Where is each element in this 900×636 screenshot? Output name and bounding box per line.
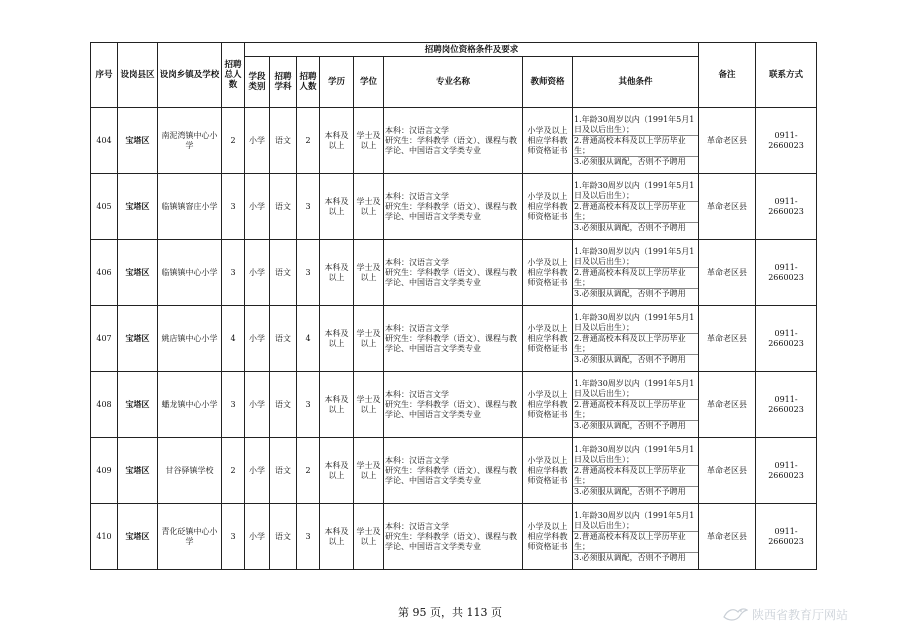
cell-degree: 学士及以上 (354, 240, 384, 306)
cell-contact: 0911-2660023 (756, 504, 817, 570)
cell-note: 革命老区县 (699, 438, 756, 504)
header-count: 招聘人数 (297, 57, 320, 108)
cell-seq: 406 (91, 240, 118, 306)
major-line: 本科：汉语言文学 (385, 521, 449, 531)
cell-total: 4 (222, 306, 245, 372)
cell-school: 南泥湾镇中心小学 (158, 108, 222, 174)
condition-line: 3.必须服从调配，否则不予聘用 (574, 156, 686, 166)
condition-line: 3.必须服从调配，否则不予聘用 (574, 354, 686, 364)
cell-county: 宝塔区 (118, 240, 158, 306)
header-total: 招聘总人数 (222, 43, 245, 108)
major-line: 本科：汉语言文学 (385, 455, 449, 465)
header-note: 备注 (699, 43, 756, 108)
header-group-title: 招聘岗位资格条件及要求 (245, 43, 699, 57)
cell-seq: 409 (91, 438, 118, 504)
cell-contact: 0911-2660023 (756, 306, 817, 372)
cell-edu: 本科及以上 (320, 372, 354, 438)
cell-cert: 小学及以上相应学科教师资格证书 (523, 438, 573, 504)
cell-major (384, 438, 523, 504)
cell-total: 2 (222, 108, 245, 174)
header-major: 专业名称 (384, 57, 523, 108)
cell-major (384, 174, 523, 240)
header-school: 设岗乡镇及学校 (158, 43, 222, 108)
cell-subject: 语文 (270, 240, 297, 306)
condition-line: 2.普通高校本科及以上学历毕业生； (573, 136, 698, 157)
major-line: 本科：汉语言文学 (385, 125, 449, 135)
condition-line: 2.普通高校本科及以上学历毕业生； (573, 466, 698, 487)
major-line: 研究生：学科教学（语文）、课程与教学论、中国语言文学类专业 (385, 465, 517, 485)
condition-line: 3.必须服从调配，否则不予聘用 (574, 552, 686, 562)
header-contact: 联系方式 (756, 43, 817, 108)
cell-count: 2 (297, 438, 320, 504)
cell-county: 宝塔区 (118, 306, 158, 372)
page-footer: 第 95 页，共 113 页 (398, 606, 502, 619)
major-line: 本科：汉语言文学 (385, 323, 449, 333)
condition-line: 3.必须服从调配，否则不予聘用 (574, 420, 686, 430)
cell-school: 蟠龙镇中心小学 (158, 372, 222, 438)
cell-major (384, 240, 523, 306)
cell-count: 2 (297, 108, 320, 174)
cell-county: 宝塔区 (118, 372, 158, 438)
cell-other-conditions (573, 372, 699, 438)
cell-major (384, 504, 523, 570)
cell-seq: 405 (91, 174, 118, 240)
cell-count: 3 (297, 504, 320, 570)
cell-degree: 学士及以上 (354, 306, 384, 372)
major-line: 研究生：学科教学（语文）、课程与教学论、中国语言文学类专业 (385, 201, 517, 221)
condition-line: 1.年龄30周岁以内（1991年5月1日及以后出生）； (573, 445, 698, 466)
table-row (91, 108, 817, 174)
cell-count: 3 (297, 174, 320, 240)
cell-school: 临镇镇中心小学 (158, 240, 222, 306)
cell-stage: 小学 (245, 306, 270, 372)
cell-count: 3 (297, 240, 320, 306)
table-row (91, 240, 817, 306)
cell-note: 革命老区县 (699, 306, 756, 372)
cell-subject: 语文 (270, 504, 297, 570)
cell-major (384, 372, 523, 438)
header-seq: 序号 (91, 43, 118, 108)
major-line: 研究生：学科教学（语文）、课程与教学论、中国语言文学类专业 (385, 135, 517, 155)
header-county: 设岗县区 (118, 43, 158, 108)
cell-contact: 0911-2660023 (756, 240, 817, 306)
cell-contact: 0911-2660023 (756, 174, 817, 240)
table-row (91, 504, 817, 570)
table-body (91, 108, 817, 570)
cell-school: 青化砭镇中心小学 (158, 504, 222, 570)
cell-total: 3 (222, 240, 245, 306)
major-line: 研究生：学科教学（语文）、课程与教学论、中国语言文学类专业 (385, 531, 517, 551)
cell-stage: 小学 (245, 372, 270, 438)
header-other: 其他条件 (573, 57, 699, 108)
cell-count: 3 (297, 372, 320, 438)
table-row (91, 174, 817, 240)
table-row (91, 372, 817, 438)
cell-edu: 本科及以上 (320, 240, 354, 306)
condition-line: 1.年龄30周岁以内（1991年5月1日及以后出生）； (573, 313, 698, 334)
cell-degree: 学士及以上 (354, 438, 384, 504)
cell-school: 临镇镇窨庄小学 (158, 174, 222, 240)
cell-edu: 本科及以上 (320, 438, 354, 504)
condition-line: 1.年龄30周岁以内（1991年5月1日及以后出生）； (573, 115, 698, 136)
cell-cert: 小学及以上相应学科教师资格证书 (523, 306, 573, 372)
cell-major (384, 108, 523, 174)
cell-stage: 小学 (245, 108, 270, 174)
watermark-text: 陕西省教育厅网站 (752, 607, 849, 622)
cell-other-conditions (573, 174, 699, 240)
header-degree: 学位 (354, 57, 384, 108)
condition-line: 3.必须服从调配，否则不予聘用 (574, 222, 686, 232)
major-line: 本科：汉语言文学 (385, 257, 449, 267)
recruitment-table (90, 42, 817, 570)
cell-note: 革命老区县 (699, 504, 756, 570)
condition-line: 2.普通高校本科及以上学历毕业生； (573, 400, 698, 421)
cell-seq: 404 (91, 108, 118, 174)
cell-school: 姚店镇中心小学 (158, 306, 222, 372)
recruitment-table-sheet (90, 42, 816, 570)
cell-other-conditions (573, 504, 699, 570)
cell-degree: 学士及以上 (354, 108, 384, 174)
cell-cert: 小学及以上相应学科教师资格证书 (523, 504, 573, 570)
table-row (91, 306, 817, 372)
cell-subject: 语文 (270, 174, 297, 240)
condition-line: 1.年龄30周岁以内（1991年5月1日及以后出生）； (573, 511, 698, 532)
cell-contact: 0911-2660023 (756, 108, 817, 174)
cell-seq: 410 (91, 504, 118, 570)
cell-county: 宝塔区 (118, 174, 158, 240)
cell-cert: 小学及以上相应学科教师资格证书 (523, 240, 573, 306)
cell-subject: 语文 (270, 108, 297, 174)
cell-seq: 407 (91, 306, 118, 372)
table-header (91, 43, 817, 108)
cell-other-conditions (573, 108, 699, 174)
condition-line: 2.普通高校本科及以上学历毕业生； (573, 202, 698, 223)
header-stage: 学段类别 (245, 57, 270, 108)
header-edu: 学历 (320, 57, 354, 108)
major-line: 本科：汉语言文学 (385, 191, 449, 201)
cell-total: 3 (222, 504, 245, 570)
cell-cert: 小学及以上相应学科教师资格证书 (523, 174, 573, 240)
cell-seq: 408 (91, 372, 118, 438)
condition-line: 2.普通高校本科及以上学历毕业生； (573, 334, 698, 355)
cell-stage: 小学 (245, 174, 270, 240)
cell-stage: 小学 (245, 504, 270, 570)
major-line: 研究生：学科教学（语文）、课程与教学论、中国语言文学类专业 (385, 267, 517, 287)
condition-line: 2.普通高校本科及以上学历毕业生； (573, 268, 698, 289)
cell-county: 宝塔区 (118, 438, 158, 504)
cell-contact: 0911-2660023 (756, 372, 817, 438)
cell-subject: 语文 (270, 306, 297, 372)
cell-note: 革命老区县 (699, 372, 756, 438)
cell-subject: 语文 (270, 438, 297, 504)
cell-edu: 本科及以上 (320, 504, 354, 570)
table-row (91, 438, 817, 504)
cell-county: 宝塔区 (118, 108, 158, 174)
condition-line: 3.必须服从调配，否则不予聘用 (574, 486, 686, 496)
cell-school: 甘谷驿镇学校 (158, 438, 222, 504)
cell-count: 4 (297, 306, 320, 372)
cell-total: 3 (222, 174, 245, 240)
cell-other-conditions (573, 240, 699, 306)
cell-stage: 小学 (245, 240, 270, 306)
site-watermark (722, 603, 892, 625)
cell-note: 革命老区县 (699, 174, 756, 240)
condition-line: 1.年龄30周岁以内（1991年5月1日及以后出生）； (573, 181, 698, 202)
cell-contact: 0911-2660023 (756, 438, 817, 504)
condition-line: 1.年龄30周岁以内（1991年5月1日及以后出生）； (573, 247, 698, 268)
cell-subject: 语文 (270, 372, 297, 438)
cell-edu: 本科及以上 (320, 174, 354, 240)
cell-major (384, 306, 523, 372)
cell-total: 2 (222, 438, 245, 504)
condition-line: 3.必须服从调配，否则不予聘用 (574, 288, 686, 298)
cell-degree: 学士及以上 (354, 372, 384, 438)
cell-degree: 学士及以上 (354, 504, 384, 570)
cell-county: 宝塔区 (118, 504, 158, 570)
cell-note: 革命老区县 (699, 240, 756, 306)
cell-stage: 小学 (245, 438, 270, 504)
major-line: 研究生：学科教学（语文）、课程与教学论、中国语言文学类专业 (385, 399, 517, 419)
major-line: 本科：汉语言文学 (385, 389, 449, 399)
condition-line: 2.普通高校本科及以上学历毕业生； (573, 532, 698, 553)
bird-logo-icon (722, 605, 748, 623)
cell-note: 革命老区县 (699, 108, 756, 174)
cell-degree: 学士及以上 (354, 174, 384, 240)
cell-other-conditions (573, 306, 699, 372)
major-line: 研究生：学科教学（语文）、课程与教学论、中国语言文学类专业 (385, 333, 517, 353)
cell-total: 3 (222, 372, 245, 438)
cell-other-conditions (573, 438, 699, 504)
cell-cert: 小学及以上相应学科教师资格证书 (523, 108, 573, 174)
cell-edu: 本科及以上 (320, 306, 354, 372)
header-subject: 招聘学科 (270, 57, 297, 108)
header-cert: 教师资格 (523, 57, 573, 108)
condition-line: 1.年龄30周岁以内（1991年5月1日及以后出生）； (573, 379, 698, 400)
cell-edu: 本科及以上 (320, 108, 354, 174)
cell-cert: 小学及以上相应学科教师资格证书 (523, 372, 573, 438)
